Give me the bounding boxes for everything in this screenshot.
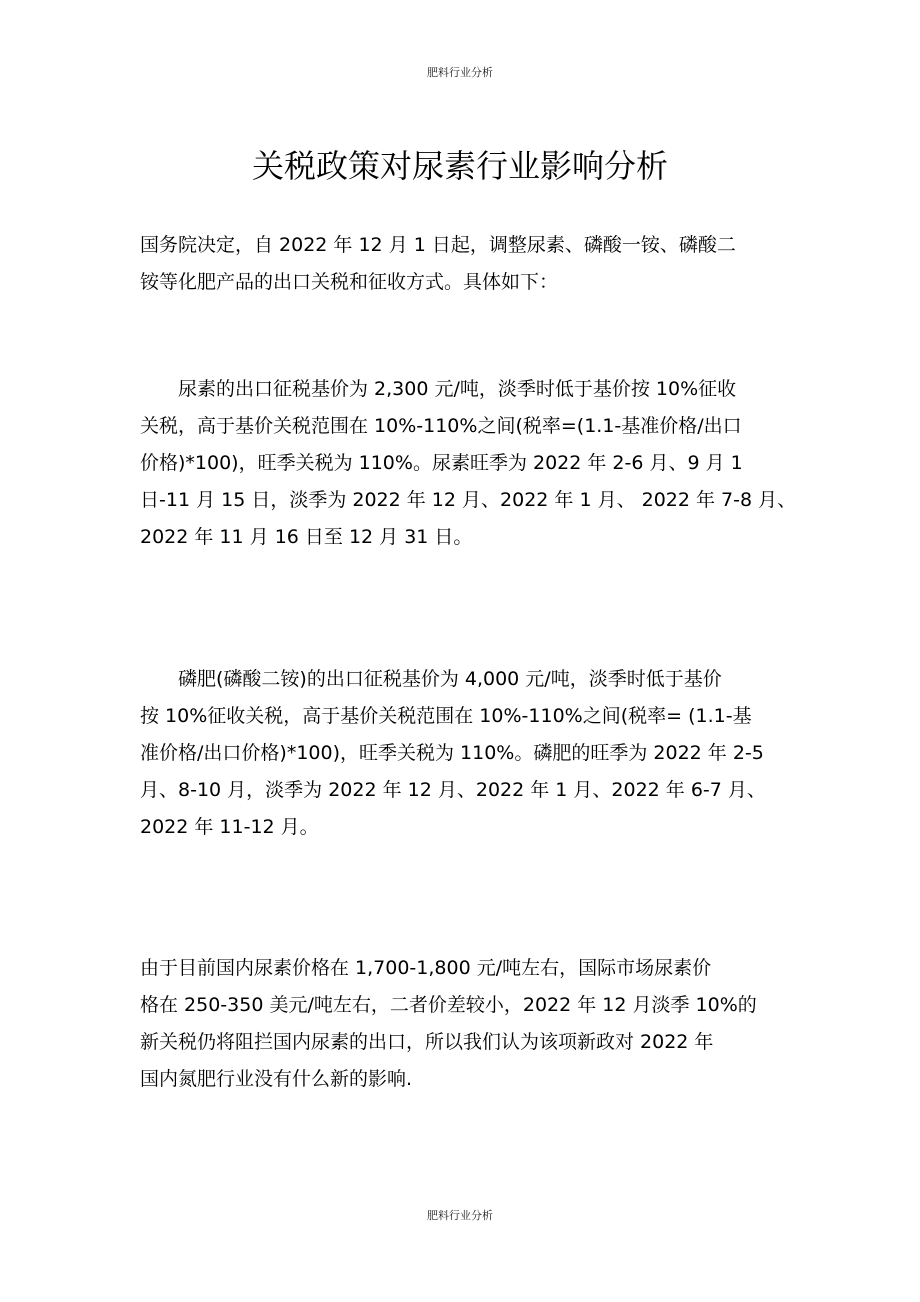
running-footer: 肥料行业分析 (427, 1209, 493, 1222)
paragraph-urea (140, 371, 797, 556)
paragraph-line: 国务院决定，自 2022 年 12 月 1 日起，调整尿素、磷酸一铵、磷酸二 (140, 234, 736, 256)
document-title: 关税政策对尿素行业影响分析 (251, 147, 668, 185)
running-header: 肥料行业分析 (427, 66, 493, 79)
paragraph-line: 磷肥(磷酸二铵)的出口征税基价为 4,000 元/吨，淡季时低于基价 (140, 668, 722, 690)
paragraph-line: 2022 年 11 月 16 日至 12 月 31 日。 (140, 526, 473, 548)
paragraph-conclusion (140, 950, 790, 1098)
paragraph-line: 按 10%征收关税，高于基价关税范围在 10%-110%之间(税率= (1.1-基 (140, 705, 752, 727)
paragraph-line: 新关税仍将阻拦国内尿素的出口，所以我们认为该项新政对 2022 年 (140, 1031, 714, 1053)
paragraph-line: 准价格/出口价格)*100)，旺季关税为 110%。磷肥的旺季为 2022 年 2-5 (140, 742, 764, 764)
paragraph-line: 尿素的出口征税基价为 2,300 元/吨，淡季时低于基价按 10%征收 (140, 378, 737, 400)
paragraph-line: 2022 年 11-12 月。 (140, 816, 319, 838)
paragraph-line: 日-11 月 15 日，淡季为 2022 年 12 月、2022 年 1 月、 2022 年 7-8 月、 (140, 489, 797, 511)
paragraph-line: 国内氮肥行业没有什么新的影响. (140, 1068, 413, 1090)
paragraph-intro (140, 227, 790, 301)
paragraph-phosphate (140, 661, 790, 846)
paragraph-line: 关税，高于基价关税范围在 10%-110%之间(税率=(1.1-基准价格/出口 (140, 415, 742, 437)
paragraph-line: 由于目前国内尿素价格在 1,700-1,800 元/吨左右，国际市场尿素价 (140, 957, 712, 979)
paragraph-line: 铵等化肥产品的出口关税和征收方式。具体如下： (140, 271, 559, 293)
paragraph-line: 价格)*100)，旺季关税为 110%。尿素旺季为 2022 年 2-6 月、9 月 1 (140, 452, 743, 474)
paragraph-line: 格在 250-350 美元/吨左右，二者价差较小，2022 年 12 月淡季 10%的 (140, 994, 757, 1016)
paragraph-line: 月、8-10 月，淡季为 2022 年 12 月、2022 年 1 月、2022 年 6-7 月、 (140, 779, 766, 801)
